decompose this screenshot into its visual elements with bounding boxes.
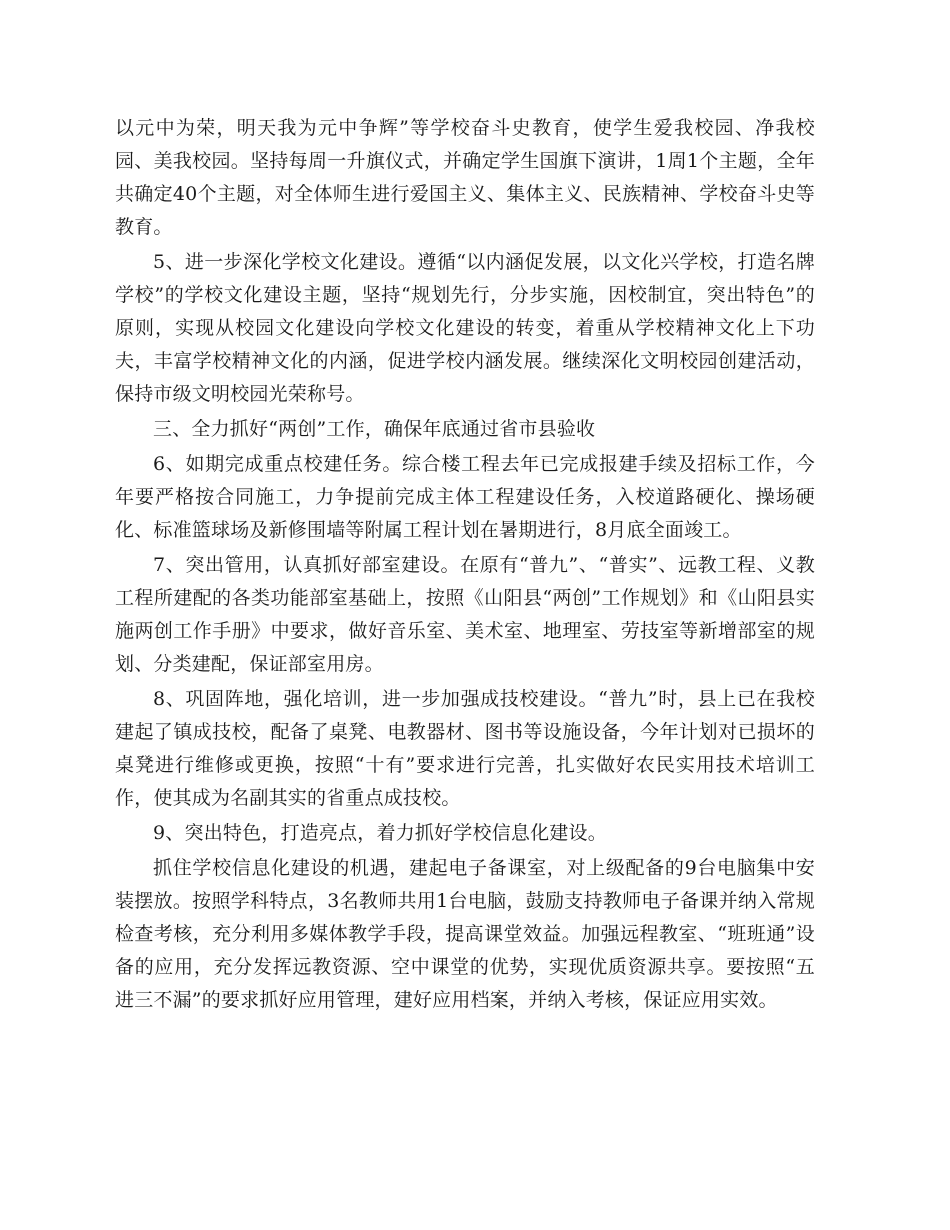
paragraph-1: 以元中为荣，明天我为元中争辉”等学校奋斗史教育，使学生爱我校园、净我校园、美我校园。坚持每周一升旗仪式，并确定学生国旗下演讲，1周1个主题，全年共确定40个主题，对全体师生进行爱国主义、集体主义、民族精神、学校奋斗史等教育。 (115, 117, 815, 238)
paragraph-2: 5、进一步深化学校文化建设。遵循“以内涵促发展，以文化兴学校，打造名牌学校”的学校文化建设主题，坚持“规划先行，分步实施，因校制宜，突出特色”的原则，实现从校园文化建设向学校文化建设的转变，着重从学校精神文化上下功夫，丰富学校精神文化的内涵，促进学校内涵发展。继续深化文明校园创建活动，保持市级文明校园光荣称号。 (115, 251, 815, 405)
paragraph-6: 8、巩固阵地，强化培训，进一步加强成技校建设。“普九”时，县上已在我校建起了镇成技校，配备了桌凳、电教器材、图书等设施设备，今年计划对已损坏的桌凳进行维修或更换，按照“十有”要求进行完善，扎实做好农民实用技术培训工作，使其成为名副其实的省重点成技校。 (115, 688, 815, 809)
document-body (115, 112, 815, 1019)
paragraph-4: 6、如期完成重点校建任务。综合楼工程去年已完成报建手续及招标工作，今年要严格按合同施工，力争提前完成主体工程建设任务，入校道路硬化、操场硬化、标准篮球场及新修围墙等附属工程计划在暑期进行，8月底全面竣工。 (115, 453, 815, 541)
section-heading-3: 三、全力抓好“两创”工作，确保年底通过省市县验收 (153, 418, 596, 440)
paragraph-8: 抓住学校信息化建设的机遇，建起电子备课室，对上级配备的9台电脑集中安装摆放。按照学科特点，3名教师共用1台电脑，鼓励支持教师电子备课并纳入常规检查考核，充分利用多媒体教学手段，提高课堂效益。加强远程教室、“班班通”设备的应用，充分发挥远教资源、空中课堂的优势，实现优质资源共享。要按照“五进三不漏”的要求抓好应用管理，建好应用档案，并纳入考核，保证应用实效。 (115, 857, 815, 1011)
paragraph-5: 7、突出管用，认真抓好部室建设。在原有“普九”、“普实”、远教工程、义教工程所建配的各类功能部室基础上，按照《山阳县“两创”工作规划》和《山阳县实施两创工作手册》中要求，做好音乐室、美术室、地理室、劳技室等新增部室的规划、分类建配，保证部室用房。 (115, 554, 815, 675)
paragraph-7: 9、突出特色，打造亮点，着力抓好学校信息化建设。 (153, 822, 607, 844)
